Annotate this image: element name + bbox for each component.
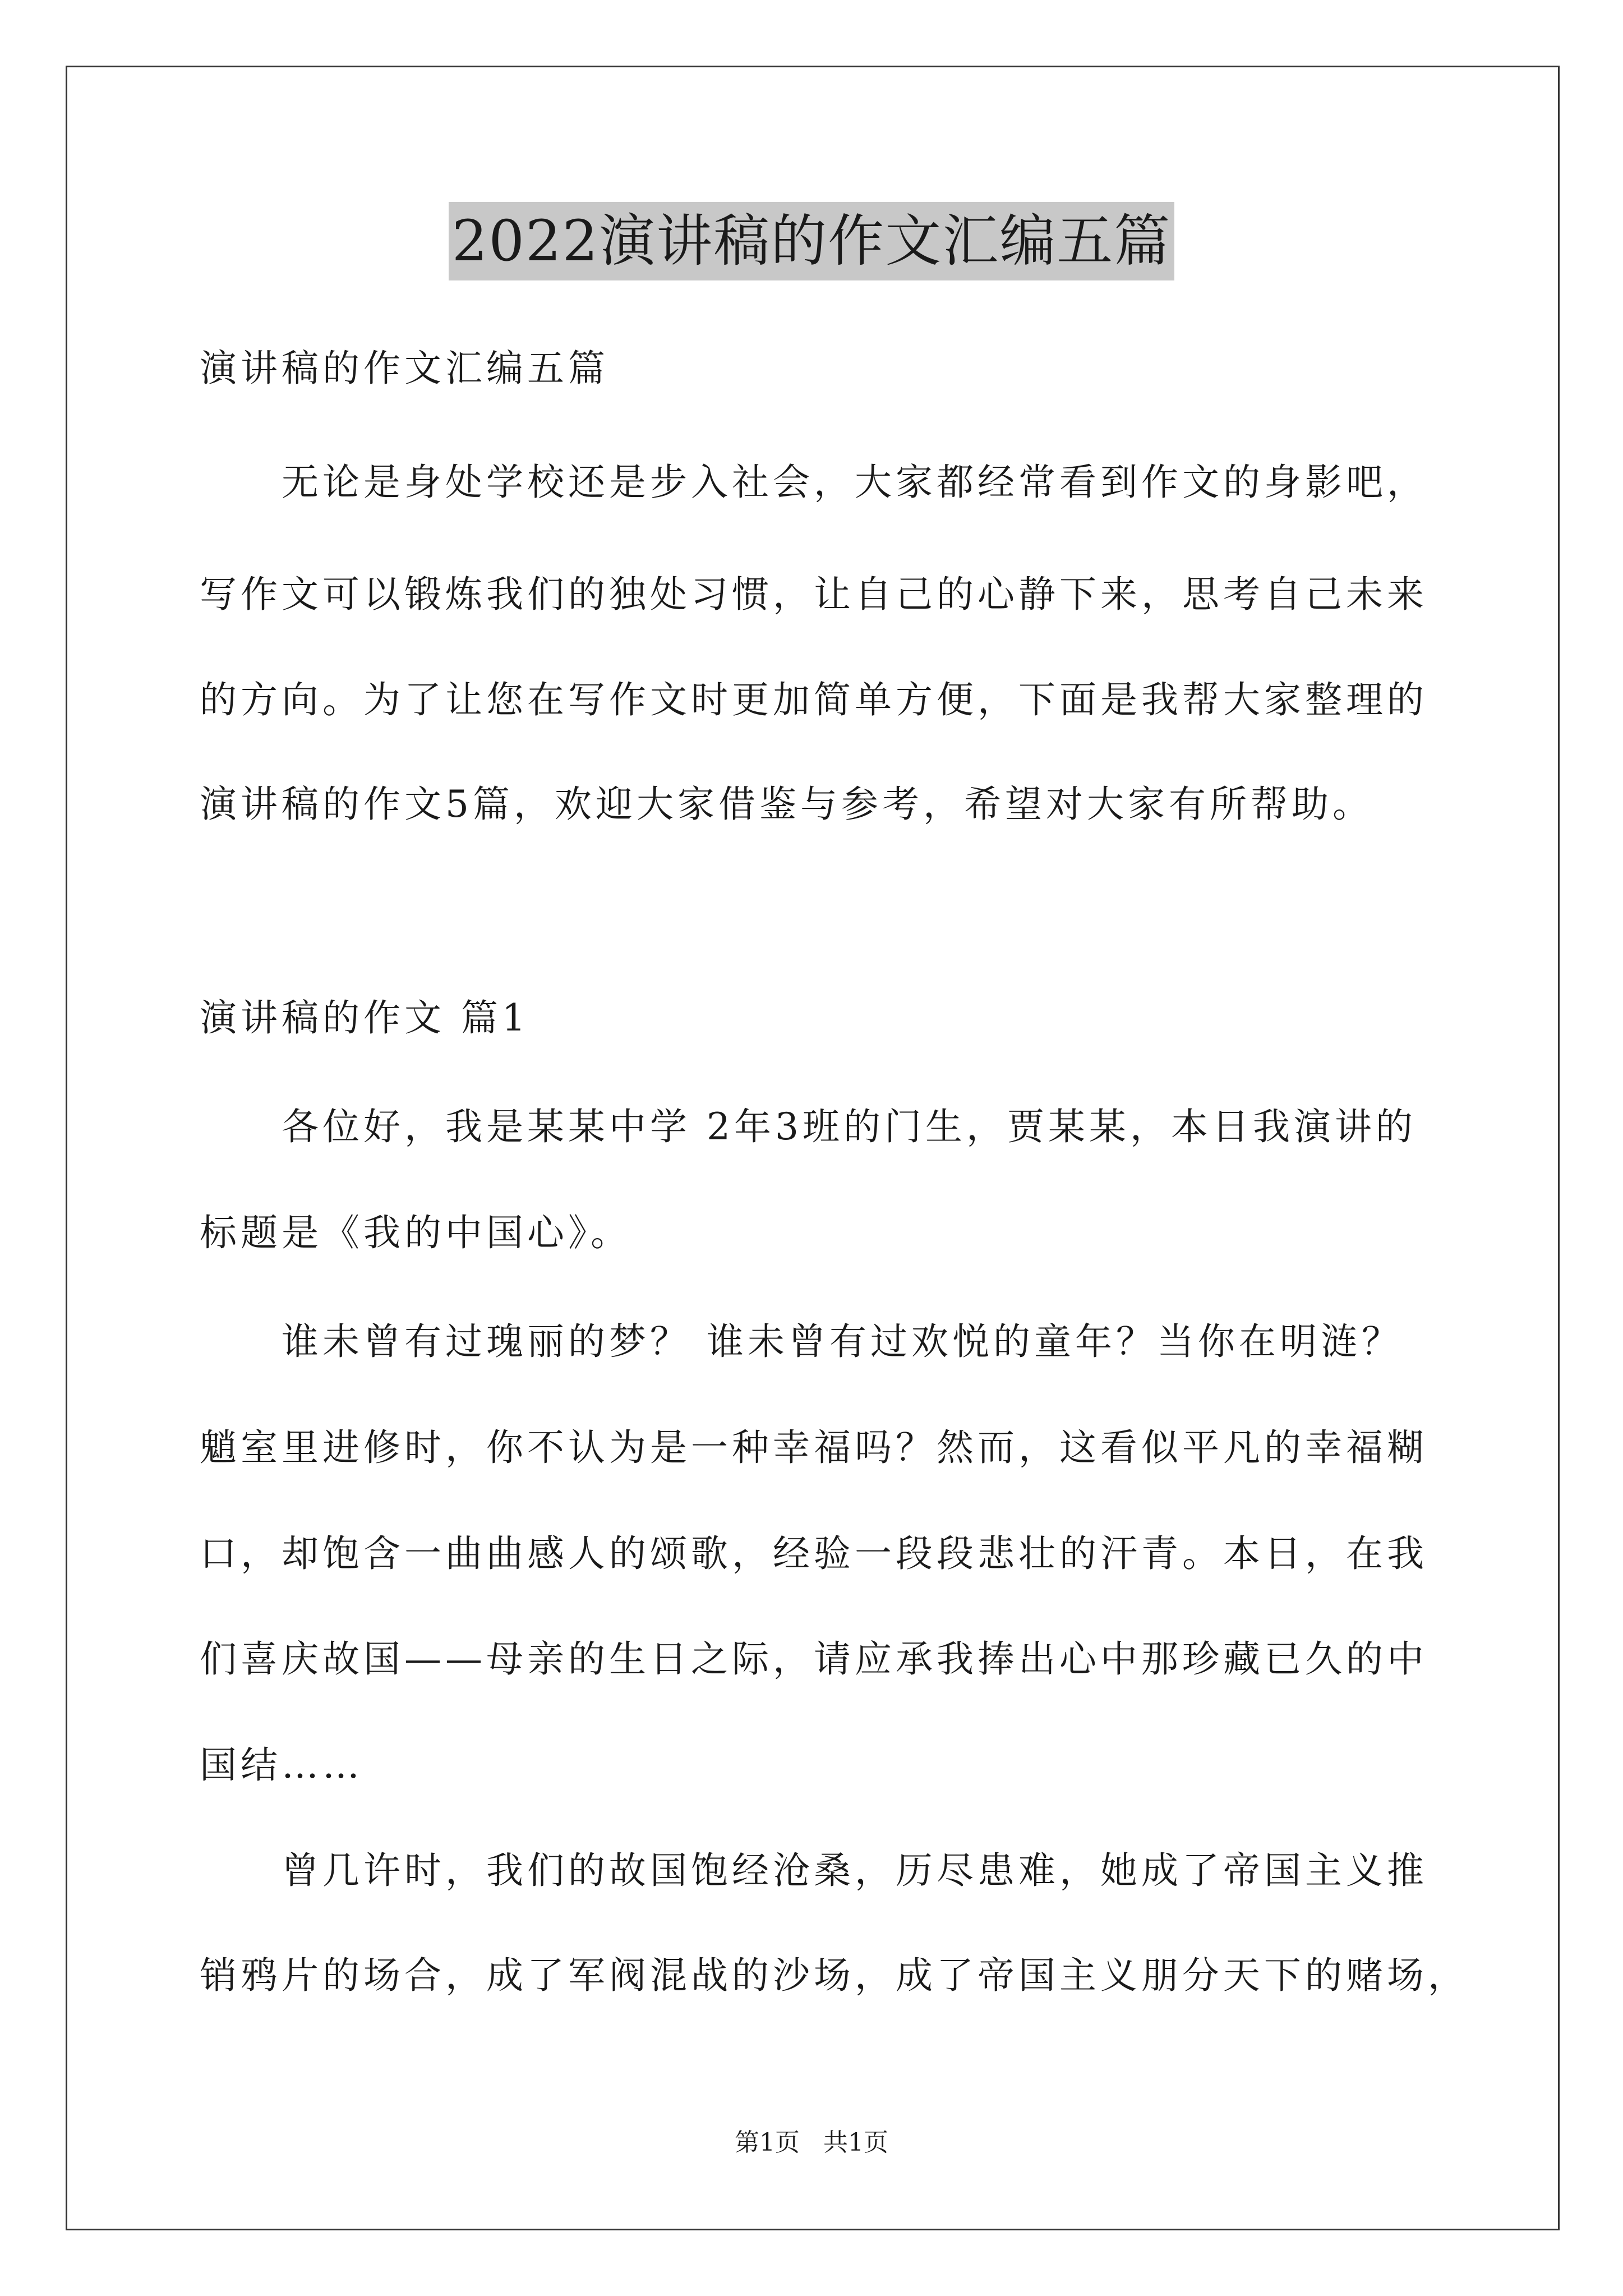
paragraph-line: 销鸦片的场合，成了军阀混战的沙场，成了帝国主义朋分天下的赌场， (200, 1954, 1469, 1997)
subtitle: 演讲稿的作文汇编五篇 (200, 347, 609, 390)
paragraph-line: 写作文可以锻炼我们的独处习惯，让自己的心静下来，思考自己未来 (200, 573, 1428, 616)
paragraph-line: 各位好，我是某某中学 2年3班的门生，贾某某，本日我演讲的 (282, 1105, 1417, 1148)
paragraph-line: 们喜庆故国——母亲的生日之际，请应承我捧出心中那珍藏已久的中 (200, 1637, 1428, 1681)
title-container (0, 202, 1623, 280)
paragraph-line: 国结…… (200, 1743, 363, 1787)
paragraph-line: 曾几许时，我们的故国饱经沧桑，历尽患难，她成了帝国主义推 (282, 1849, 1428, 1892)
paragraph-line: 无论是身处学校还是步入社会，大家都经常看到作文的身影吧， (282, 461, 1428, 504)
paragraph-line: 口，却饱含一曲曲感人的颂歌，经验一段段悲壮的汗青。本日，在我 (200, 1532, 1428, 1575)
paragraph-line: 的方向。为了让您在写作文时更加简单方便，下面是我帮大家整理的 (200, 678, 1428, 721)
paragraph-line: 谁未曾有过瑰丽的梦？ 谁未曾有过欢悦的童年？当你在明涟？ (282, 1320, 1403, 1363)
paragraph-line: 魈室里进修时，你不认为是一种幸福吗？然而，这看似平凡的幸福糊 (200, 1426, 1428, 1469)
paragraph-line: 标题是《我的中国心》。 (200, 1211, 631, 1254)
document-title: 2022演讲稿的作文汇编五篇 (449, 202, 1175, 280)
page-footer: 第1页 共1页 (735, 2128, 888, 2157)
paragraph-line: 演讲稿的作文5篇，欢迎大家借鉴与参考，希望对大家有所帮助。 (200, 783, 1373, 826)
section-heading: 演讲稿的作文 篇1 (200, 996, 529, 1039)
